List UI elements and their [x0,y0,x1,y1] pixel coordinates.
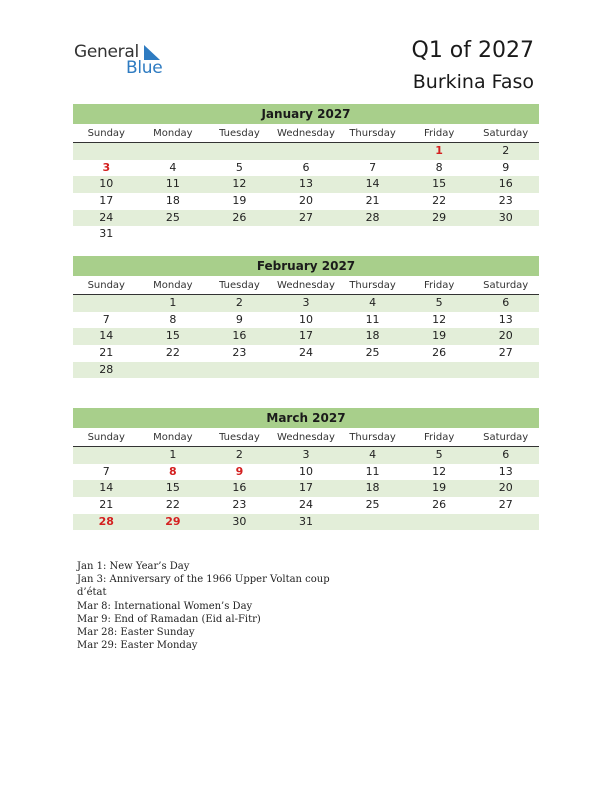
day-cell: 30 [498,210,513,224]
week-row [73,497,539,514]
day-cell: 14 [99,329,114,343]
day-cell: 16 [232,481,247,495]
day-cell: 13 [498,464,513,478]
weekday-header-row [73,124,539,143]
holiday-day-cell: 29 [165,514,181,528]
month-title: March 2027 [73,408,539,428]
day-cell [472,362,539,379]
week-row [73,464,539,481]
day-cell: 17 [298,481,313,495]
day-cell: 20 [498,329,513,343]
day-cell: 22 [165,346,180,360]
day-cell [273,362,340,379]
day-cell: 24 [298,346,313,360]
day-cell [273,143,340,160]
weekday-label: Thursday [349,280,396,291]
week-row [73,514,539,531]
day-cell: 18 [365,329,380,343]
day-cell: 18 [365,481,380,495]
weekday-label: Wednesday [277,128,335,139]
day-cell: 27 [298,210,313,224]
day-cell: 14 [365,177,380,191]
day-cell: 5 [235,160,243,174]
day-cell: 25 [365,498,380,512]
month-title: February 2027 [73,256,539,276]
calendar-february [73,256,539,378]
day-cell: 15 [432,177,447,191]
weekday-label: Saturday [483,128,529,139]
day-cell: 31 [99,227,114,241]
day-cell: 22 [165,498,180,512]
day-cell: 13 [298,177,313,191]
day-cell: 8 [435,160,443,174]
day-cell: 12 [432,464,447,478]
day-cell: 26 [432,346,447,360]
day-cell: 27 [498,498,513,512]
weekday-label: Sunday [87,280,125,291]
country-subtitle: Burkina Faso [412,71,534,93]
holiday-note: Mar 8: International Women’s Day [77,600,253,612]
day-cell [140,143,207,160]
holiday-day-cell: 3 [102,160,111,174]
day-cell: 19 [232,194,247,208]
day-cell: 5 [435,448,443,461]
week-row [73,160,539,177]
day-cell: 21 [99,498,114,512]
day-cell: 14 [99,481,114,495]
weekday-label: Wednesday [277,280,335,291]
day-cell [472,514,539,531]
holiday-note: d’état [77,587,107,599]
holiday-note: Mar 28: Easter Sunday [77,627,195,639]
day-cell: 6 [502,296,510,309]
day-cell: 7 [102,312,110,326]
calendar-march [73,408,539,530]
day-cell [206,143,273,160]
holiday-day-cell: 1 [435,144,443,157]
day-cell [339,362,406,379]
day-cell [73,295,140,312]
day-cell: 4 [369,448,377,461]
day-cell [206,362,273,379]
day-cell: 22 [432,194,447,208]
day-cell: 28 [365,210,380,224]
day-cell: 23 [232,498,247,512]
week-row [73,295,539,312]
day-cell: 27 [498,346,513,360]
day-cell: 9 [502,160,510,174]
day-cell: 28 [99,362,114,376]
day-cell: 23 [498,194,513,208]
day-cell: 12 [232,177,247,191]
day-cell: 10 [99,177,114,191]
day-cell: 4 [169,160,177,174]
week-row [73,362,539,379]
day-cell: 4 [369,296,377,309]
week-row [73,447,539,464]
week-row [73,210,539,227]
day-cell: 19 [432,329,447,343]
day-cell [73,447,140,464]
day-cell: 18 [165,194,180,208]
weekday-label: Friday [423,128,455,139]
day-cell: 15 [165,481,180,495]
day-cell: 15 [165,329,180,343]
day-cell [73,143,140,160]
weekday-label: Thursday [349,432,396,443]
day-cell: 30 [232,514,247,528]
day-cell: 29 [432,210,447,224]
week-row [73,193,539,210]
day-cell: 20 [298,194,313,208]
day-cell: 3 [302,448,310,461]
day-cell: 5 [435,296,443,309]
generalblue-logo [74,42,174,78]
holiday-note: Mar 9: End of Ramadan (Eid al-Fitr) [77,613,261,625]
week-row [73,328,539,345]
week-row [73,226,539,243]
week-row [73,345,539,362]
day-cell: 24 [298,498,313,512]
day-cell: 16 [498,177,513,191]
day-cell: 8 [169,312,177,326]
day-cell: 11 [165,177,180,191]
logo-text-blue: Blue [126,58,163,78]
day-cell [339,226,406,243]
weekday-label: Monday [153,128,193,139]
day-cell: 17 [99,194,114,208]
day-cell [339,514,406,531]
day-cell: 20 [498,481,513,495]
weekday-label: Saturday [483,280,529,291]
day-cell: 2 [235,296,243,309]
day-cell [406,362,473,379]
month-title: January 2027 [73,104,539,124]
day-cell [406,514,473,531]
page-title: Q1 of 2027 [411,38,534,63]
day-cell: 7 [102,464,110,478]
day-cell: 11 [365,312,380,326]
weekday-header-row [73,276,539,295]
day-cell: 25 [165,210,180,224]
holiday-note: Jan 1: New Year’s Day [77,561,190,572]
weekday-label: Tuesday [219,128,260,139]
holiday-day-cell: 9 [235,464,244,478]
holiday-day-cell: 8 [169,464,177,478]
day-cell: 12 [432,312,447,326]
day-cell [206,226,273,243]
day-cell: 31 [298,514,313,528]
day-cell: 10 [298,464,313,478]
weekday-label: Sunday [87,128,125,139]
day-cell: 26 [232,210,247,224]
weekday-header-row [73,428,539,447]
week-row [73,176,539,193]
week-row [73,143,539,160]
day-cell: 2 [502,144,510,157]
weekday-label: Friday [423,280,455,291]
weekday-label: Tuesday [219,432,260,443]
day-cell: 21 [365,194,380,208]
weekday-label: Sunday [87,432,125,443]
week-row [73,312,539,329]
day-cell [472,226,539,243]
day-cell: 21 [99,346,114,360]
day-cell: 7 [369,160,377,174]
day-cell: 2 [235,448,243,461]
day-cell: 1 [169,296,177,309]
day-cell: 17 [298,329,313,343]
day-cell: 26 [432,498,447,512]
day-cell: 19 [432,481,447,495]
day-cell: 24 [99,210,114,224]
day-cell [339,143,406,160]
day-cell [273,226,340,243]
day-cell [406,226,473,243]
weekday-label: Monday [153,432,193,443]
day-cell: 13 [498,312,513,326]
weekday-label: Tuesday [219,280,260,291]
weekday-label: Saturday [483,432,529,443]
day-cell: 10 [298,312,313,326]
day-cell: 6 [502,448,510,461]
day-cell: 23 [232,346,247,360]
week-row [73,480,539,497]
day-cell: 1 [169,448,177,461]
weekday-label: Thursday [349,128,396,139]
weekday-label: Wednesday [277,432,335,443]
day-cell: 16 [232,329,247,343]
day-cell: 9 [235,312,243,326]
holiday-note: Jan 3: Anniversary of the 1966 Upper Voltan coup [77,574,330,586]
weekday-label: Friday [423,432,455,443]
day-cell: 25 [365,346,380,360]
holiday-note: Mar 29: Easter Monday [77,640,198,652]
holiday-day-cell: 28 [98,514,114,528]
day-cell: 6 [302,160,310,174]
calendar-january [73,104,539,243]
logo-text-general: General [74,42,139,62]
day-cell [140,226,207,243]
day-cell: 11 [365,464,380,478]
holiday-notes [77,560,347,652]
weekday-label: Monday [153,280,193,291]
day-cell [140,362,207,379]
day-cell: 3 [302,296,310,309]
